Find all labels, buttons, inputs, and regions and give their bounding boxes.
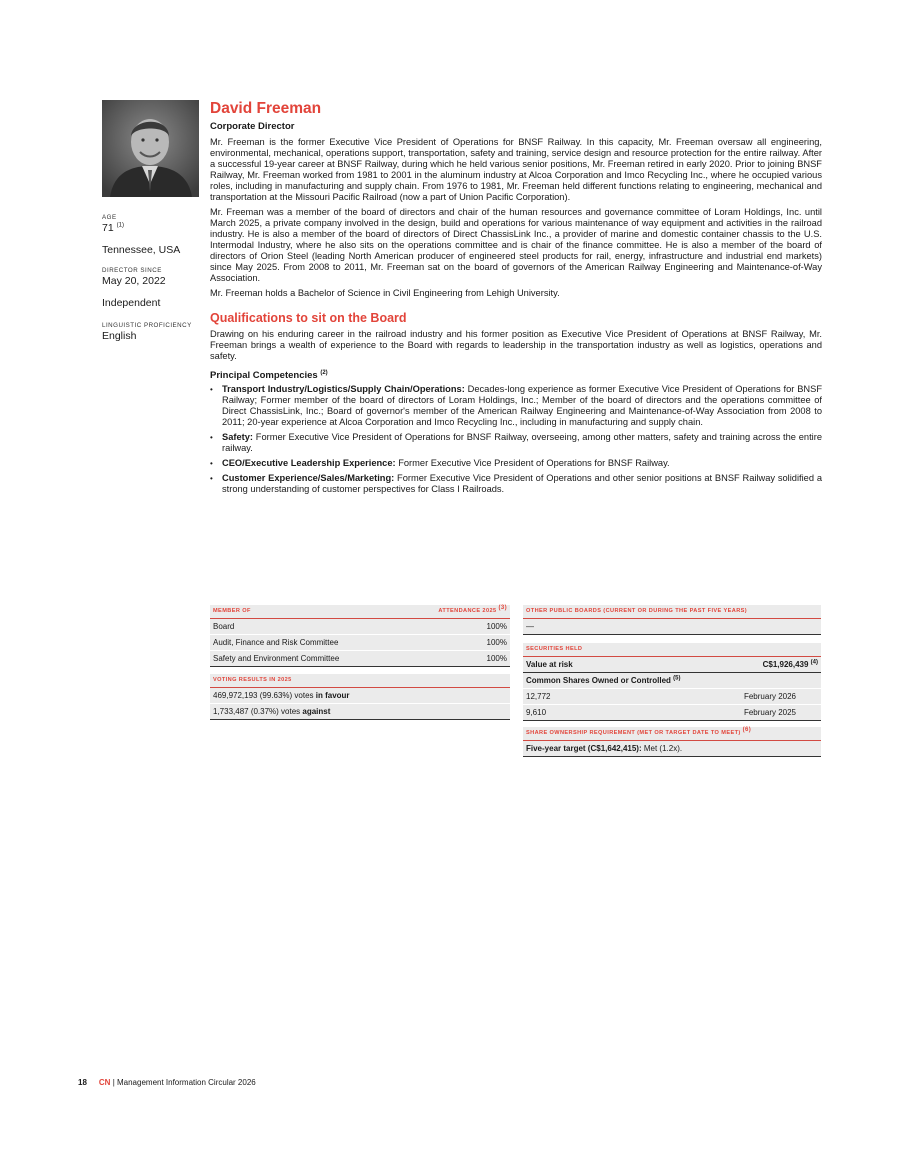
director-title: Corporate Director [210, 121, 295, 132]
age-block [102, 214, 202, 234]
table-row: 9,610 February 2025 [523, 705, 821, 721]
table-row: 12,772 February 2026 [523, 689, 821, 705]
competencies-footnote: (2) [320, 369, 328, 376]
director-since-label: DIRECTOR SINCE [102, 267, 162, 274]
language-value: English [102, 330, 137, 342]
voting-table [210, 674, 510, 720]
footer-text: | Management Information Circular 2026 [110, 1078, 256, 1087]
public-boards-header: OTHER PUBLIC BOARDS (CURRENT OR DURING THE PAST FIVE YEARS) [523, 605, 821, 619]
securities-table [523, 643, 821, 721]
table-row: Safety and Environment Committee 100% [210, 651, 510, 667]
table-row: Value at risk C$1,926,439 $^{(4)}$ [523, 657, 821, 673]
bio-paragraph-2: Mr. Freeman was a member of the board of directors and chair of the human resources and governance committee of Loram Holdings, Inc. until March 2025, a private company involved in the design, build and operations for various maintenance of way equipment and activities in the railroad industry. He is also a member of the board of directors of Direct ChassisLink Inc., a provider of marine and domestic container chassis to the U.S. Intermodal Industry, where he also sits on the operations committee and is chair of the finance committee. He is also a member of the board of directors of Orion Steel (leading North American producer of engineered steel products for rail, energy, infrastructure and industrial end markets) since May 2025. From 2008 to 2011, Mr. Freeman sat on the board of governors of the American Railway Engineering and Maintenance-of-Way Association. [210, 207, 822, 283]
age-footnote: (1) [116, 222, 124, 229]
language-block [102, 322, 202, 342]
location-block [102, 243, 202, 256]
ownership-table [523, 727, 821, 757]
table-row: Audit, Finance and Risk Committee 100% [210, 635, 510, 651]
page-footer [78, 1078, 256, 1087]
director-since-value: May 20, 2022 [102, 275, 166, 287]
membership-header: MEMBER OF ATTENDANCE 2025 $^{(3)}$ [210, 605, 510, 619]
independence-status: Independent [102, 297, 161, 309]
table-row: 469,972,193 (99.63%) votes in favour [210, 688, 510, 704]
bio-paragraph-1: Mr. Freeman is the former Executive Vice President of Operations for BNSF Railway. In this capacity, Mr. Freeman oversaw all engineering, environmental, mechanical, operations support, transportation, safety and training, service design and resource protection for the entire railway. After a successful 19-year career at BNSF Railway, during which he held various senior positions, Mr. Freeman retired in early 2020. Prior to joining BNSF Railway, Mr. Freeman worked from 1981 to 2001 in the aluminum industry at Alcoa Corporation and Imco Recycling Inc., where he occupied various roles, including in manufacturing and supply chain. From 1976 to 1981, Mr. Freeman held different functions relating to engineering, mechanical and transportation at the Missouri Pacific Railroad (now a part of Union Pacific Corporation). [210, 137, 822, 202]
language-label: LINGUISTIC PROFICIENCY [102, 322, 192, 329]
director-name: David Freeman [210, 100, 322, 117]
table-row: 1,733,487 (0.37%) votes against [210, 704, 510, 720]
list-item: • Safety: Former Executive Vice President of Operations for BNSF Railway, overseeing, among other matters, safety and training across the entire railway. [210, 432, 822, 454]
ownership-header: SHARE OWNERSHIP REQUIREMENT (MET OR TARGET DATE TO MEET) $^{(6)}$ [523, 727, 821, 741]
membership-table [210, 605, 510, 667]
list-item: • Transport Industry/Logistics/Supply Chain/Operations: Decades-long experience as former Executive Vice President of Operations for BNSF Railway; Former member of the board of directors of Loram Holdings, Inc.; Member of the board of directors and the operations committee of Direct ChassisLink, Inc.; Board of governor's member of the American Railway Engineering and Maintenance-of-Way Association from 2008 to 2011; 20-year experience at Alcoa Corporation and Imco Recycling Inc., including in manufacturing and supply chain. [210, 384, 822, 428]
qualifications-text: Drawing on his enduring career in the railroad industry and his former position as Executive Vice President of Operations at BNSF Railway, Mr. Freeman brings a wealth of experience to the Board with regards to leadership in the transportation industry as well as logistics, operations and safety. [210, 329, 822, 361]
status-block [102, 296, 202, 309]
age-label: AGE [102, 214, 117, 221]
table-row: Board 100% [210, 619, 510, 635]
competencies-heading: Principal Competencies $^{(2)}$ [210, 369, 328, 381]
director-photo [102, 100, 199, 197]
main-content [210, 100, 822, 499]
list-item: • CEO/Executive Leadership Experience: Former Executive Vice President of Operations for BNSF Railway. [210, 458, 822, 469]
table-row: Five-year target (C$1,642,415): Met (1.2x). [523, 741, 821, 757]
table-row: — [523, 619, 821, 635]
voting-header: VOTING RESULTS IN 2025 [210, 674, 510, 688]
list-item: • Customer Experience/Sales/Marketing: Former Executive Vice President of Operations and other senior positions at BNSF Railway solidified a strong understanding of customer perspectives for Class I Railroads. [210, 473, 822, 495]
public-boards-table [523, 605, 821, 635]
page-number: 18 [78, 1078, 87, 1087]
bio-paragraph-3: Mr. Freeman holds a Bachelor of Science in Civil Engineering from Lehigh University. [210, 288, 560, 298]
securities-header: SECURITIES HELD [523, 643, 821, 657]
table-row: Common Shares Owned or Controlled $^{(5)}$ [523, 673, 821, 689]
age-value: 71 $^{(1)}$ [102, 222, 124, 234]
qualifications-heading: Qualifications to sit on the Board [210, 311, 407, 325]
brand-name: CN [98, 1078, 111, 1087]
director-since-block [102, 267, 202, 287]
location-value: Tennessee, USA [102, 244, 181, 256]
competencies-list [210, 384, 822, 495]
